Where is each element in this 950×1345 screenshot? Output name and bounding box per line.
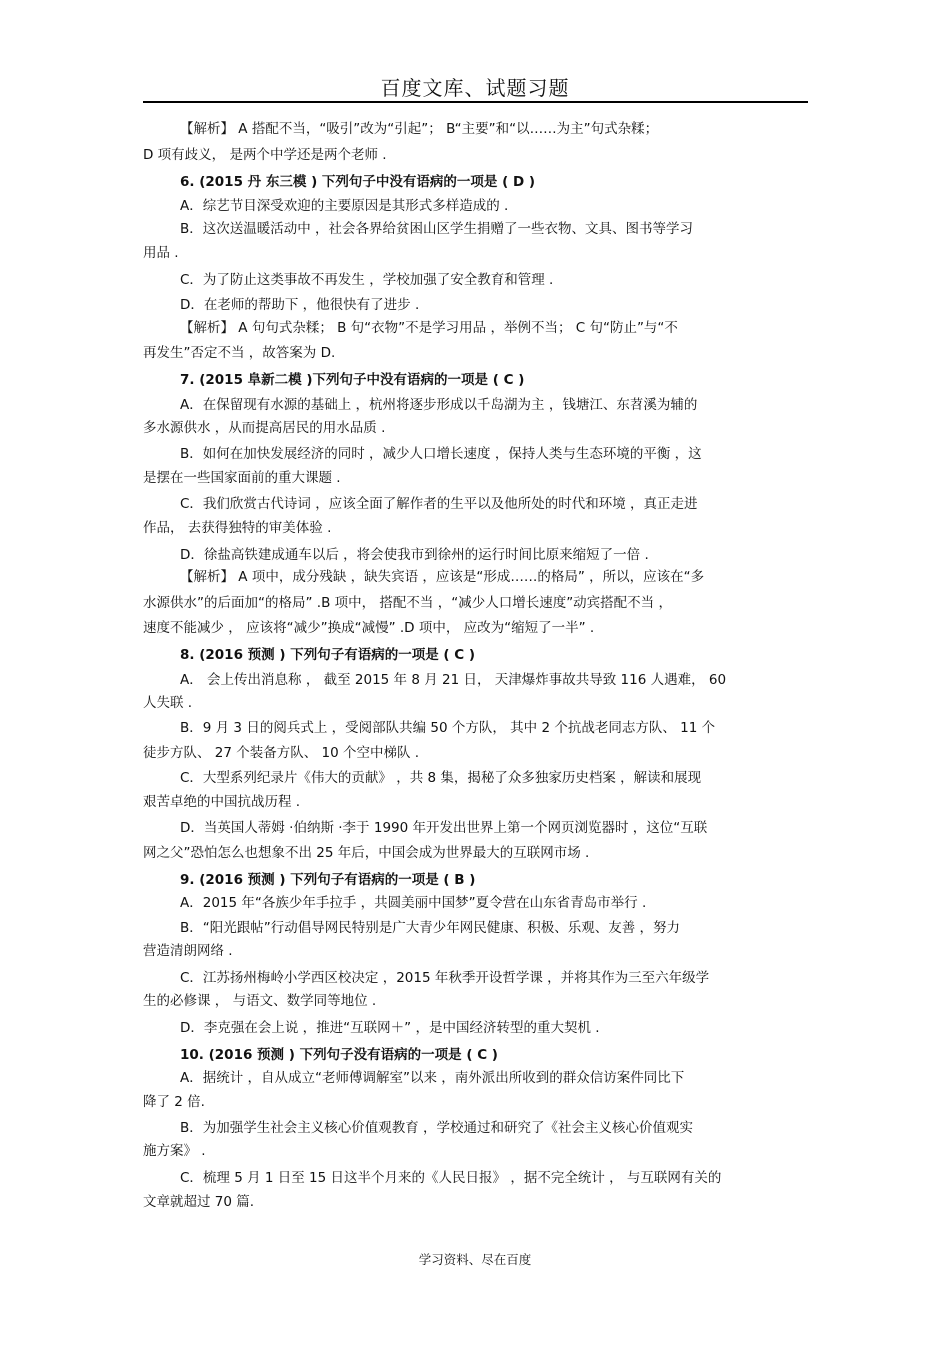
text-line: C．我们欣赏古代诗词 ，应该全面了解作者的生平以及他所处的时代和环境 ，真正走进 [180,496,698,512]
text-line: A．综艺节目深受欢迎的主要原因是其形式多样造成的 . [180,198,509,214]
text-line: A．据统计 ，自从成立“老师傅调解室”以来 ，南外派出所收到的群众信访案件同比下 [180,1070,685,1086]
text-line: 速度不能减少 ， 应该将“减少”换成“减慢” .D 项中， 应改为“缩短了一半” . [143,620,595,636]
question-stem: 7. (2015 阜新二模 )下列句子中没有语病的一项是 ( C ) [180,372,525,388]
text-line: A．2015 年“各族少年手拉手 ，共圆美丽中国梦”夏令营在山东省青岛市举行 . [180,895,647,911]
text-line: 施方案》 . [143,1143,206,1159]
question-stem: 8. (2016 预测 ) 下列句子有语病的一项是 ( C ) [180,647,476,663]
text-line: D．在老师的帮助下 ，他很快有了进步 . [180,297,420,313]
text-line: 作品， 去获得独特的审美体验 . [143,520,332,536]
text-line: 是摆在一些国家面前的重大课题 . [143,470,341,486]
text-line: 营造清朗网络 . [143,943,233,959]
text-line: D．李克强在会上说 ，推进“互联网＋” ，是中国经济转型的重大契机 . [180,1020,600,1036]
text-line: C．江苏扬州梅岭小学西区校决定 ，2015 年秋季开设哲学课 ，并将其作为三至六年级学 [180,970,710,986]
text-line: 网之父”恐怕怎么也想象不出 25 年后，中国会成为世界最大的互联网市场 . [143,845,590,861]
text-line: C．为了防止这类事故不再发生 ，学校加强了安全教育和管理 . [180,272,554,288]
text-line: A．在保留现有水源的基础上 ，杭州将逐步形成以千岛湖为主 ，钱塘江、东苕溪为辅的 [180,397,698,413]
text-line: 人失联 . [143,695,193,711]
text-line: B．“阳光跟帖”行动倡导网民特别是广大青少年网民健康、积极、乐观、友善 ，努力 [180,920,681,936]
text-line: 水源供水”的后面加“的格局” .B 项中， 搭配不当 ，“减少人口增长速度”动宾搭配不当 ， [143,595,672,611]
page-header-title: 百度文库、试题习题 [380,76,570,100]
text-line: 降了 2 倍. [143,1094,205,1110]
text-line: D．当英国人蒂姆 ·伯纳斯 ·李于 1990 年开发出世界上第一个网页浏览器时 ，这位“互联 [180,820,708,836]
text-line: B．为加强学生社会主义核心价值观教育 ，学校通过和研究了《社会主义核心价值观实 [180,1120,694,1136]
text-line: D 项有歧义， 是两个中学还是两个老师 . [143,147,387,163]
text-line: A． 会上传出消息称 ， 截至 2015 年 8 月 21 日， 天津爆炸事故共导致 116 人遇难， 60 [180,672,727,688]
text-line: B．如何在加快发展经济的同时 ，减少人口增长速度 ，保持人类与生态环境的平衡 ，这 [180,446,702,462]
text-line: 艰苦卓绝的中国抗战历程 . [143,794,301,810]
text-line: 生的必修课 ， 与语文、数学同等地位 . [143,993,377,1009]
text-line: 文章就超过 70 篇. [143,1194,255,1210]
text-line: 用品 . [143,245,179,261]
question-stem: 6. (2015 丹 东三模 ) 下列句子中没有语病的一项是 ( D ) [180,174,536,190]
text-line: 【解析】 A 项中，成分残缺 ，缺失宾语 ，应该是“形成……的格局” ，所以，应该在“多 [180,569,705,585]
text-line: 再发生”否定不当 ，故答案为 D. [143,345,336,361]
header-divider [143,101,808,103]
text-line: C．大型系列纪录片《伟大的贡献》 ，共 8 集，揭秘了众多独家历史档案 ，解读和展现 [180,770,702,786]
question-stem: 10. (2016 预测 ) 下列句子没有语病的一项是 ( C ) [180,1047,498,1063]
text-line: C．梳理 5 月 1 日至 15 日这半个月来的《人民日报》 ，据不完全统计 ， 与互联网有关的 [180,1170,722,1186]
question-stem: 9. (2016 预测 ) 下列句子有语病的一项是 ( B ) [180,872,476,888]
page-footer: 学习资料、尽在百度 [418,1252,532,1267]
text-line: 【解析】 A 句句式杂糅； B 句“衣物”不是学习用品 ，举例不当； C 句“防止”与“不 [180,320,678,336]
text-line: D．徐盐高铁建成通车以后 ，将会使我市到徐州的运行时间比原来缩短了一倍 . [180,547,649,563]
text-line: B．9 月 3 日的阅兵式上 ，受阅部队共编 50 个方队， 其中 2 个抗战老同志方队、 11 个 [180,720,716,736]
text-line: 多水源供水 ，从而提高居民的用水品质 . [143,420,386,436]
text-line: B．这次送温暖活动中 ，社会各界给贫困山区学生捐赠了一些衣物、文具、图书等学习 [180,221,694,237]
text-line: 【解析】 A 搭配不当，“吸引”改为“引起”； B“主要”和“以……为主”句式杂糅； [180,121,659,137]
text-line: 徒步方队、 27 个装备方队、 10 个空中梯队 . [143,745,420,761]
